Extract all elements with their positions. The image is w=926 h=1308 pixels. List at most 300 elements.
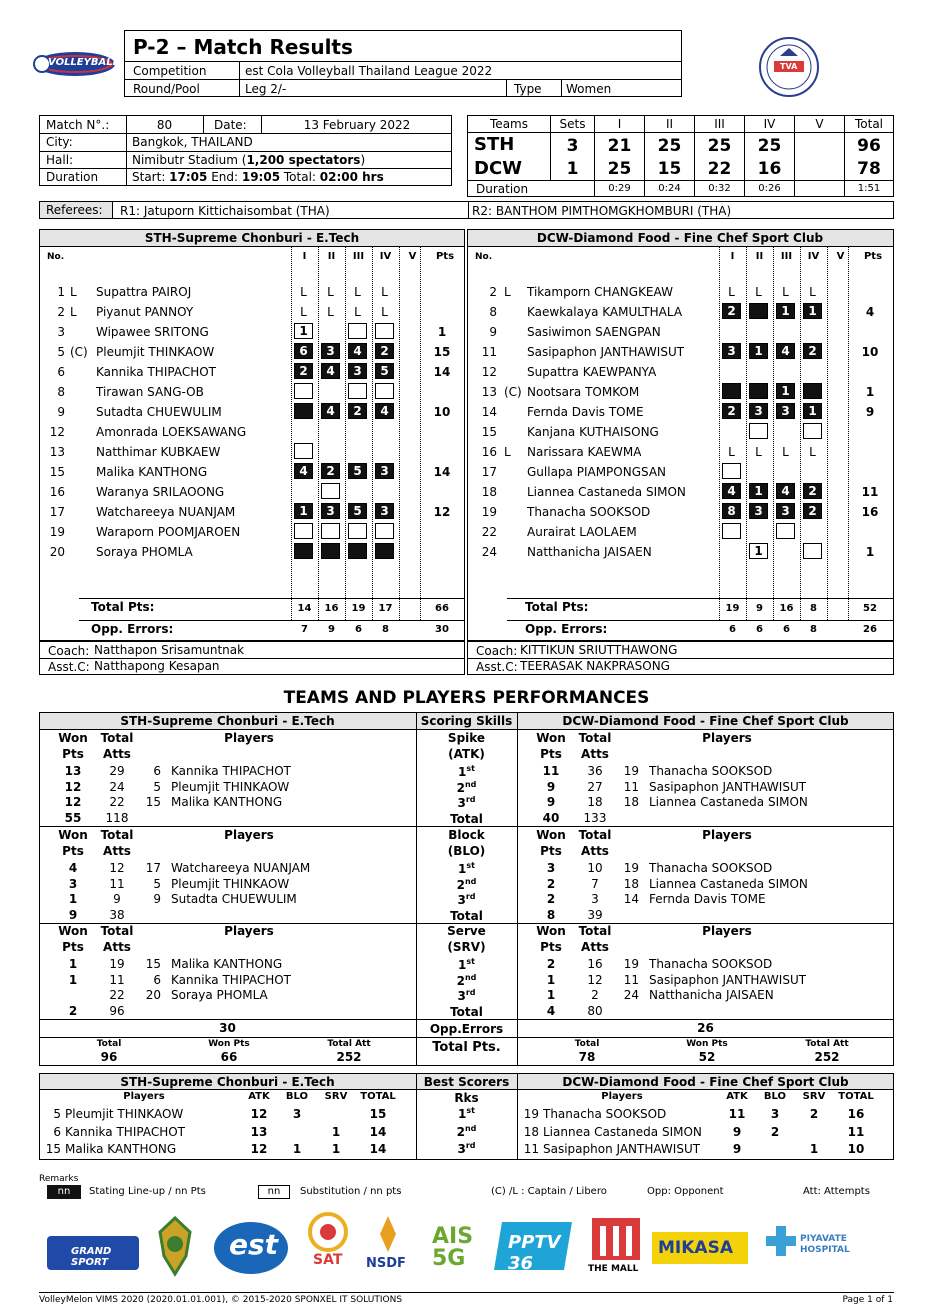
- match-no-label: Match N°.:: [46, 118, 110, 132]
- player-pts-right: 1: [865, 385, 875, 399]
- total-atts-left: 22: [109, 795, 125, 809]
- best-atk-header: ATK: [248, 1091, 270, 1102]
- player-name-left: Malika KANTHONG: [171, 795, 283, 809]
- best-rank-2: [416, 1124, 517, 1139]
- best-srv-header: SRV: [802, 1091, 826, 1102]
- score-dcw-set4: 16: [757, 159, 782, 179]
- won-pts-right: 2: [546, 957, 556, 971]
- libero-mark-left: L: [354, 305, 361, 319]
- starting-box-left: 4: [348, 343, 367, 359]
- best-rank-3: [416, 1141, 517, 1156]
- player-name-left: Pleumjit THINKAOW: [171, 779, 290, 794]
- player-name-right: Kaewkalaya KAMULTHALA: [527, 305, 683, 319]
- score-sets-sth: 3: [566, 136, 579, 156]
- starting-box-right: 1: [776, 303, 795, 319]
- starting-box-left: 3: [321, 503, 340, 519]
- best-total-right: 10: [847, 1142, 865, 1156]
- won-pts-right: 2: [546, 876, 556, 891]
- player-no-left: 9: [57, 405, 65, 419]
- starting-box-left: [294, 543, 313, 559]
- total-atts-left: 12: [109, 861, 125, 875]
- rank-suffix: st: [466, 764, 475, 773]
- duration-value: [132, 170, 384, 184]
- player-name-right: Liannea Castaneda SIMON: [527, 485, 686, 499]
- player-name-left: Pleumjit THINKAOW: [96, 345, 215, 359]
- section-total-atts-right: 80: [587, 1004, 603, 1018]
- atts-label: Atts: [103, 844, 131, 858]
- best-blo-right: 2: [770, 1124, 780, 1139]
- starting-box-right: [803, 383, 822, 399]
- best-atk-right: 11: [728, 1107, 746, 1121]
- score-duration-label: Duration: [476, 182, 529, 196]
- section-total-pts-left: 2: [68, 1004, 78, 1018]
- totals-header-right-2: Total Att: [805, 1039, 849, 1049]
- remarks-starting-text: Stating Line-up / nn Pts: [89, 1186, 206, 1197]
- opp-errors-label: Opp.Errors: [429, 1022, 504, 1036]
- total-label: Total: [578, 924, 612, 938]
- sponsor-sat: [301, 1210, 355, 1278]
- best-col-players: Players: [601, 1091, 643, 1102]
- starting-box-right: 2: [722, 303, 741, 319]
- best-player-no-left: 6: [53, 1124, 61, 1139]
- score-dcw-set3: 22: [707, 159, 732, 179]
- coach-right: KITTIKUN SRIUTTHAWONG: [520, 643, 678, 657]
- totals-value-right-0: 78: [578, 1050, 596, 1064]
- best-srv-left: 1: [331, 1142, 341, 1156]
- total-pts-right-5: 52: [863, 603, 877, 614]
- rank-num: 1: [458, 862, 467, 876]
- starting-box-left: 3: [348, 363, 367, 379]
- libero-mark-right: L: [755, 445, 762, 459]
- score-sth-total: 96: [857, 136, 881, 156]
- players-label: Players: [702, 924, 752, 938]
- performance-title: TEAMS AND PLAYERS PERFORMANCES: [283, 688, 650, 708]
- section-total-atts-left: 38: [109, 908, 125, 922]
- score-sth-set3: 25: [707, 136, 732, 156]
- section-total-pts-right: 4: [546, 1004, 556, 1018]
- skill-abbr: (BLO): [447, 844, 486, 858]
- player-name-right: Fernda Davis TOME: [649, 892, 766, 906]
- sub-box-left: [375, 323, 394, 339]
- player-no-right: 14: [623, 892, 639, 906]
- starting-box-left: 4: [375, 403, 394, 419]
- player-no-right: 11: [623, 779, 639, 794]
- player-no-left: 8: [57, 385, 65, 399]
- player-no-left: 6: [57, 365, 65, 379]
- total-pts-left-5: 66: [435, 603, 449, 614]
- opp-errors-right-3: 8: [810, 624, 817, 635]
- score-sth-set2: 25: [657, 136, 682, 156]
- remarks-captain-text: (C) /L : Captain / Libero: [491, 1186, 607, 1197]
- pts-label: Pts: [62, 940, 84, 954]
- section-total-pts-right: 40: [542, 811, 560, 825]
- type-value: Women: [566, 82, 612, 96]
- players-label: Players: [224, 924, 274, 938]
- volleyball-logo: [32, 46, 118, 82]
- starting-box-right: 3: [749, 403, 768, 419]
- player-name-left: Soraya PHOMLA: [171, 988, 268, 1002]
- round-value: Leg 2/-: [245, 82, 287, 96]
- sponsor-mikasa-text: MIKASA: [658, 1238, 733, 1258]
- footer-left: VolleyMelon VIMS 2020 (2020.01.01.001), © 2015-2020 SPONXEL IT SOLUTIONS: [39, 1295, 403, 1305]
- starting-box-right: 4: [776, 343, 795, 359]
- rank-2: [416, 780, 517, 795]
- won-pts-right: 1: [546, 988, 556, 1002]
- opp-errors-left-3: 8: [382, 624, 389, 635]
- asst-label-left: Asst.C:: [48, 660, 90, 674]
- rank-num: 2: [456, 780, 465, 795]
- rank-num: 3: [457, 796, 466, 810]
- player-no-right: 22: [481, 525, 497, 539]
- performance-left-team: STH-Supreme Chonburi - E.Tech: [120, 714, 335, 728]
- total-atts-right: 12: [587, 972, 603, 987]
- player-no-left: 12: [49, 425, 65, 439]
- best-total-left: 15: [369, 1107, 387, 1121]
- set-header-right-5: Pts: [863, 251, 883, 262]
- score-header-set2: II: [665, 117, 674, 131]
- player-name-right: Sasipaphon JANTHAWISUT: [527, 345, 685, 359]
- player-name-left: Sutadta CHUEWULIM: [96, 405, 222, 419]
- remarks-box-starting: nn: [47, 1185, 81, 1199]
- total-atts-right: 18: [587, 795, 603, 809]
- sponsor-grand-sport-text: GRAND SPORT: [71, 1246, 112, 1268]
- totals-value-left-2: 252: [336, 1050, 362, 1064]
- rank-suffix: nd: [464, 1123, 477, 1133]
- best-rank-1: [416, 1106, 517, 1121]
- total-label: Total: [100, 828, 134, 842]
- won-label: Won: [58, 924, 88, 938]
- player-name-right: Thanacha SOOKSOD: [649, 957, 773, 971]
- player-no-right: 19: [623, 957, 639, 971]
- player-no-right: 17: [481, 465, 497, 479]
- coach-left: Natthapon Srisamuntnak: [94, 643, 245, 657]
- best-srv-left: 1: [331, 1124, 341, 1139]
- rks-label: Rks: [454, 1091, 479, 1105]
- rank-3: [416, 988, 517, 1003]
- player-name-left: Watchareeya NUANJAM: [171, 861, 311, 875]
- score-dcw-total: 78: [857, 159, 881, 179]
- sponsor-grand-sport: [47, 1236, 139, 1270]
- starting-box-right: 4: [722, 483, 741, 499]
- score-table: [467, 115, 894, 197]
- score-team-dcw: DCW: [474, 158, 523, 179]
- spectators: 1,200 spectators: [246, 153, 361, 167]
- date-label: Date:: [214, 118, 247, 132]
- pts-label: Pts: [62, 747, 84, 761]
- libero-mark-left: L: [354, 285, 361, 299]
- player-no-right: 24: [623, 988, 639, 1002]
- set-header-right-3: IV: [807, 251, 820, 262]
- player-name-left: Malika KANTHONG: [96, 465, 208, 479]
- score-team-sth: STH: [474, 134, 515, 155]
- starting-box-left: 5: [348, 503, 367, 519]
- player-name-left: Sutadta CHUEWULIM: [171, 892, 297, 906]
- sub-box-right: [722, 523, 741, 539]
- starting-box-left: 5: [375, 363, 394, 379]
- opp-errors-right-2: 6: [783, 624, 790, 635]
- player-no-left: 20: [145, 988, 161, 1002]
- type-label: Type: [514, 82, 542, 96]
- total-atts-left: 29: [109, 764, 125, 778]
- player-name-right: Fernda Davis TOME: [527, 405, 644, 419]
- won-pts-left: 1: [68, 957, 78, 971]
- no-label-left: No.: [47, 252, 65, 262]
- section-total-pts-right: 8: [546, 908, 556, 922]
- starting-box-right: 2: [722, 403, 741, 419]
- starting-box-right: 2: [803, 503, 822, 519]
- rank-1: [416, 764, 517, 779]
- best-blo-header: BLO: [763, 1091, 787, 1102]
- starting-box-left: 3: [321, 343, 340, 359]
- total-atts-right: 3: [591, 892, 599, 906]
- best-srv-header: SRV: [324, 1091, 348, 1102]
- referee-r1: R1: Jatuporn Kittichaisombat (THA): [120, 204, 330, 218]
- starting-box-right: 1: [749, 483, 768, 499]
- rank-num: 1: [458, 765, 467, 779]
- player-no-right: 19: [623, 861, 639, 875]
- player-no-right: 12: [481, 365, 497, 379]
- starting-box-right: 4: [776, 483, 795, 499]
- starting-box-left: 4: [321, 363, 340, 379]
- best-total-header: TOTAL: [360, 1091, 396, 1102]
- player-no-right: 11: [481, 345, 497, 359]
- rank-num: 2: [456, 1124, 465, 1139]
- player-no-left: 5: [57, 345, 65, 359]
- won-pts-left: 1: [68, 892, 78, 906]
- player-name-right: Aurairat LAOLAEM: [527, 525, 637, 539]
- player-no-right: 13: [481, 385, 497, 399]
- player-name-right: Sasipaphon JANTHAWISUT: [649, 972, 807, 987]
- sponsor-est: [212, 1220, 290, 1276]
- player-no-right: 2: [489, 285, 497, 299]
- end-time: 19:05: [241, 170, 281, 184]
- sponsor-est-text: est: [229, 1228, 279, 1261]
- asst-label-right: Asst.C:: [476, 660, 518, 674]
- total-pts-left-2: 19: [351, 603, 366, 614]
- hall-name: Nimibutr Stadium (: [132, 153, 247, 167]
- player-pts-right: 16: [861, 505, 879, 519]
- rank-suffix: rd: [465, 892, 476, 901]
- section-total-label: Total: [450, 1005, 483, 1019]
- player-pts-right: 4: [865, 305, 875, 319]
- player-pts-right: 1: [865, 545, 875, 559]
- opp-errors-left-0: 7: [301, 624, 308, 635]
- player-no-right: 11: [623, 972, 639, 987]
- duration-label: Duration: [46, 170, 99, 184]
- player-no-left: 9: [153, 892, 161, 906]
- opp-errors-right-0: 6: [729, 624, 736, 635]
- starting-box-left: 2: [375, 343, 394, 359]
- city-label: City:: [46, 135, 73, 149]
- rank-2: [416, 877, 517, 892]
- player-no-left: 17: [145, 861, 161, 875]
- totals-value-right-1: 52: [698, 1050, 716, 1064]
- total-time: 02:00 hrs: [319, 170, 384, 184]
- won-label: Won: [536, 731, 566, 745]
- player-no-left: 6: [153, 972, 161, 987]
- best-scorers-title: Best Scorers: [423, 1075, 510, 1089]
- score-header-teams: Teams: [490, 117, 528, 131]
- starting-box-left: [321, 543, 340, 559]
- starting-box-right: 3: [722, 343, 741, 359]
- starting-box-right: 3: [776, 503, 795, 519]
- starting-box-right: [749, 383, 768, 399]
- player-no-left: 17: [49, 505, 65, 519]
- pts-label: Pts: [540, 844, 562, 858]
- starting-box-left: 2: [348, 403, 367, 419]
- total-atts-left: 11: [109, 876, 125, 891]
- pts-label: Pts: [540, 940, 562, 954]
- won-label: Won: [536, 924, 566, 938]
- won-label: Won: [536, 828, 566, 842]
- section-total-atts-left: 118: [105, 811, 129, 825]
- sub-box-left: [348, 383, 367, 399]
- total-atts-right: 7: [591, 876, 599, 891]
- player-no-left: 19: [49, 525, 65, 539]
- starting-box-right: 3: [776, 403, 795, 419]
- total-pts-label: Total Pts.: [432, 1040, 501, 1055]
- player-no-right: 15: [481, 425, 497, 439]
- tva-logo-text: TVA: [780, 62, 798, 71]
- best-player-no-right: 11: [523, 1142, 539, 1156]
- player-no-right: 18: [623, 795, 639, 809]
- won-pts-right: 11: [542, 764, 560, 778]
- rank-num: 3: [457, 893, 466, 907]
- player-pts-left: 12: [433, 505, 451, 519]
- total-label: Total:: [280, 170, 320, 184]
- score-header-set1: I: [617, 117, 622, 131]
- player-role-right: L: [504, 445, 511, 459]
- player-no-right: 19: [481, 505, 497, 519]
- starting-box-right: [722, 383, 741, 399]
- total-pts-left-3: 17: [378, 603, 393, 614]
- section-total-pts-left: 9: [68, 908, 78, 922]
- best-atk-right: 9: [732, 1124, 742, 1139]
- rank-num: 2: [456, 973, 465, 988]
- player-name-right: Liannea Castaneda SIMON: [649, 795, 808, 809]
- opp-errors-label-right: Opp. Errors:: [525, 622, 608, 636]
- sponsor-sat-text: SAT: [313, 1252, 343, 1268]
- won-pts-right: 3: [546, 861, 556, 875]
- won-label: Won: [58, 828, 88, 842]
- set-header-left-1: II: [327, 251, 336, 262]
- opp-errors-right-1: 6: [756, 624, 763, 635]
- skill-name: Serve: [447, 924, 486, 938]
- starting-box-left: 2: [321, 463, 340, 479]
- total-atts-right: 36: [587, 764, 603, 778]
- left-opp-errors: 30: [219, 1021, 236, 1035]
- volleyball-logo-text: VOLLEYBALL: [48, 57, 119, 68]
- player-name-left: Waranya SRILAOONG: [96, 485, 225, 499]
- opp-errors-left-5: 30: [435, 624, 449, 635]
- player-name-left: Kannika THIPACHOT: [171, 764, 291, 778]
- starting-box-left: 3: [375, 503, 394, 519]
- totals-header-right-0: Total: [574, 1039, 600, 1049]
- total-pts-right-0: 19: [725, 603, 740, 614]
- starting-box-left: 5: [348, 463, 367, 479]
- libero-mark-right: L: [728, 285, 735, 299]
- best-atk-left: 12: [250, 1142, 268, 1156]
- rank-suffix: rd: [465, 1141, 476, 1150]
- referee-r2: R2: BANTHOM PIMTHOMGKHOMBURI (THA): [472, 204, 732, 218]
- skill-abbr: (SRV): [447, 940, 486, 954]
- rank-suffix: nd: [464, 876, 477, 886]
- player-role-right: (C): [504, 385, 522, 399]
- player-role-left: L: [70, 285, 77, 299]
- atts-label: Atts: [581, 747, 609, 761]
- rank-suffix: st: [466, 861, 475, 870]
- referees-label: Referees:: [46, 203, 103, 217]
- section-total-atts-left: 96: [109, 1004, 125, 1018]
- rank-suffix: nd: [464, 779, 477, 789]
- skill-name: Block: [448, 828, 485, 842]
- best-srv-right: 2: [809, 1107, 819, 1121]
- player-name-right: Natthanicha JAISAEN: [527, 545, 652, 559]
- total-label: Total: [578, 828, 612, 842]
- player-no-left: 2: [57, 305, 65, 319]
- player-name-right: Nootsara TOMKOM: [527, 385, 640, 399]
- totals-header-left-2: Total Att: [327, 1039, 371, 1049]
- best-atk-left: 12: [250, 1107, 268, 1121]
- won-pts-left: 12: [64, 795, 82, 809]
- player-pts-left: 1: [437, 325, 447, 339]
- rank-num: 3: [457, 989, 466, 1003]
- match-no-value: 80: [156, 118, 173, 132]
- sub-box-left: [321, 523, 340, 539]
- rank-1: [416, 957, 517, 972]
- opp-errors-left-1: 9: [328, 624, 335, 635]
- sponsor-ais: [430, 1216, 486, 1278]
- team-name-left: STH-Supreme Chonburi - E.Tech: [144, 231, 360, 245]
- starting-box-left: 6: [294, 343, 313, 359]
- city-value: Bangkok, THAILAND: [132, 135, 253, 149]
- player-pts-right: 9: [865, 405, 875, 419]
- won-pts-left: 1: [68, 972, 78, 987]
- player-name-right: Narissara KAEWMA: [527, 445, 642, 459]
- page-title: P-2 – Match Results: [133, 35, 353, 59]
- coach-label-left: Coach:: [48, 644, 90, 658]
- won-pts-right: 2: [546, 892, 556, 906]
- sponsor-the-mall-text: THE MALL: [588, 1264, 639, 1274]
- sponsor-pptv: [492, 1216, 576, 1276]
- rank-suffix: rd: [465, 795, 476, 804]
- player-name-right: Liannea Castaneda SIMON: [649, 876, 808, 891]
- player-no-right: 18: [623, 876, 639, 891]
- won-pts-left: 4: [68, 861, 78, 875]
- sub-box-left: [348, 323, 367, 339]
- remarks-att-text: Att: Attempts: [803, 1186, 870, 1197]
- best-blo-header: BLO: [285, 1091, 309, 1102]
- player-no-left: 1: [57, 285, 65, 299]
- best-total-right: 11: [847, 1124, 865, 1139]
- player-no-left: 6: [153, 764, 161, 778]
- player-name-left: Soraya PHOMLA: [96, 545, 193, 559]
- player-name-right: Supattra KAEWPANYA: [527, 365, 657, 379]
- player-name-right: Thanacha SOOKSOD: [649, 861, 773, 875]
- libero-mark-right: L: [755, 285, 762, 299]
- best-player-no-left: 5: [53, 1107, 61, 1121]
- libero-mark-right: L: [782, 285, 789, 299]
- total-label: Total: [578, 731, 612, 745]
- opp-errors-right-5: 26: [863, 624, 877, 635]
- date-value: 13 February 2022: [303, 118, 411, 132]
- score-sth-set4: 25: [757, 136, 782, 156]
- player-role-right: L: [504, 285, 511, 299]
- player-no-right: 18: [481, 485, 497, 499]
- duration-set2: 0:24: [658, 183, 681, 194]
- starting-box-right: 1: [803, 303, 822, 319]
- score-dcw-set2: 15: [657, 159, 682, 179]
